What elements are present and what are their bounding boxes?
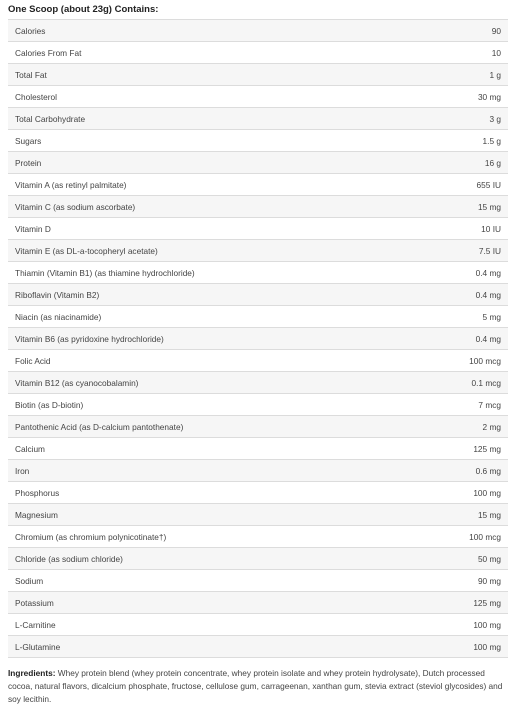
nutrient-value: 1 g	[489, 69, 501, 80]
nutrient-row	[8, 372, 508, 394]
nutrient-name: L-Glutamine	[15, 641, 61, 652]
nutrient-value: 655 IU	[476, 179, 501, 190]
ingredients-label: Ingredients:	[8, 668, 56, 678]
nutrient-row	[8, 438, 508, 460]
nutrient-value: 100 mg	[473, 641, 501, 652]
nutrient-value: 0.4 mg	[475, 267, 501, 278]
nutrient-row	[8, 42, 508, 64]
nutrient-row	[8, 350, 508, 372]
nutrient-row	[8, 614, 508, 636]
ingredients-text: Whey protein blend (whey protein concentrate, whey protein isolate and whey protein hydrolysate), Dutch processed cocoa, natural flavors, dicalcium phosphate, fructose, cellulose gum, carrageenan, xanthan gum, stevia extract (steviol glycosides) and soy lecithin.	[8, 668, 503, 704]
nutrient-value: 15 mg	[477, 201, 501, 212]
nutrient-name: Sugars	[15, 135, 42, 146]
nutrient-row	[8, 460, 508, 482]
nutrient-name: Vitamin B6 (as pyridoxine hydrochloride)	[15, 333, 164, 344]
nutrient-row	[8, 548, 508, 570]
nutrient-value: 2 mg	[482, 421, 501, 432]
nutrient-name: Pantothenic Acid (as D-calcium pantothenate)	[15, 421, 184, 432]
nutrient-row	[8, 262, 508, 284]
nutrient-name: Calories From Fat	[15, 47, 82, 58]
nutrient-name: Iron	[15, 465, 30, 476]
nutrient-row	[8, 526, 508, 548]
nutrient-row	[8, 306, 508, 328]
nutrient-value: 100 mcg	[469, 531, 501, 542]
nutrient-value: 7.5 IU	[478, 245, 501, 256]
nutrient-name: Vitamin A (as retinyl palmitate)	[15, 179, 127, 190]
nutrient-row	[8, 416, 508, 438]
nutrient-name: Vitamin E (as DL-a-tocopheryl acetate)	[15, 245, 158, 256]
nutrient-name: Phosphorus	[15, 487, 60, 498]
nutrient-row	[8, 284, 508, 306]
nutrient-name: Potassium	[15, 597, 54, 608]
serving-heading: One Scoop (about 23g) Contains:	[8, 4, 159, 15]
nutrient-row	[8, 196, 508, 218]
nutrient-value: 5 mg	[482, 311, 501, 322]
nutrient-table	[8, 19, 508, 658]
nutrient-value: 100 mg	[473, 619, 501, 630]
nutrient-value: 0.1 mcg	[471, 377, 501, 388]
nutrient-row	[8, 636, 508, 658]
nutrient-row	[8, 240, 508, 262]
nutrient-row	[8, 130, 508, 152]
nutrient-name: Sodium	[15, 575, 44, 586]
nutrient-value: 7 mcg	[478, 399, 501, 410]
nutrient-value: 30 mg	[477, 91, 501, 102]
nutrient-value: 125 mg	[473, 443, 501, 454]
nutrient-value: 90	[491, 25, 501, 36]
nutrient-name: Calcium	[15, 443, 45, 454]
nutrient-value: 15 mg	[477, 509, 501, 520]
nutrient-value: 0.6 mg	[475, 465, 501, 476]
nutrient-row	[8, 20, 508, 42]
nutrient-row	[8, 570, 508, 592]
nutrient-value: 10 IU	[481, 223, 501, 234]
nutrient-name: Folic Acid	[15, 355, 51, 366]
nutrient-name: Riboflavin (Vitamin B2)	[15, 289, 100, 300]
nutrient-name: Total Carbohydrate	[15, 113, 86, 124]
nutrient-value: 100 mg	[473, 487, 501, 498]
nutrient-name: Total Fat	[15, 69, 47, 80]
nutrient-row	[8, 152, 508, 174]
nutrient-name: Chloride (as sodium chloride)	[15, 553, 123, 564]
nutrient-row	[8, 504, 508, 526]
nutrient-value: 3 g	[489, 113, 501, 124]
nutrient-row	[8, 86, 508, 108]
nutrient-name: Vitamin B12 (as cyanocobalamin)	[15, 377, 139, 388]
nutrient-name: Vitamin D	[15, 223, 51, 234]
nutrient-row	[8, 64, 508, 86]
nutrient-value: 0.4 mg	[475, 289, 501, 300]
nutrient-value: 1.5 g	[482, 135, 501, 146]
nutrient-name: Thiamin (Vitamin B1) (as thiamine hydrochloride)	[15, 267, 195, 278]
nutrient-name: Cholesterol	[15, 91, 57, 102]
nutrient-row	[8, 328, 508, 350]
ingredients-paragraph	[8, 667, 503, 706]
nutrient-value: 16 g	[484, 157, 501, 168]
nutrient-name: Niacin (as niacinamide)	[15, 311, 102, 322]
nutrient-name: Protein	[15, 157, 42, 168]
nutrient-value: 0.4 mg	[475, 333, 501, 344]
nutrient-name: Chromium (as chromium polynicotinate†)	[15, 531, 167, 542]
nutrient-name: L-Carnitine	[15, 619, 56, 630]
nutrient-name: Calories	[15, 25, 46, 36]
nutrient-row	[8, 394, 508, 416]
nutrient-name: Biotin (as D-biotin)	[15, 399, 84, 410]
nutrient-value: 100 mcg	[469, 355, 501, 366]
nutrient-row	[8, 218, 508, 240]
nutrient-value: 125 mg	[473, 597, 501, 608]
nutrient-row	[8, 108, 508, 130]
nutrient-row	[8, 482, 508, 504]
nutrient-value: 90 mg	[477, 575, 501, 586]
nutrient-row	[8, 592, 508, 614]
nutrient-value: 10	[491, 47, 501, 58]
nutrient-row	[8, 174, 508, 196]
nutrient-value: 50 mg	[477, 553, 501, 564]
nutrient-name: Vitamin C (as sodium ascorbate)	[15, 201, 136, 212]
nutrient-name: Magnesium	[15, 509, 58, 520]
